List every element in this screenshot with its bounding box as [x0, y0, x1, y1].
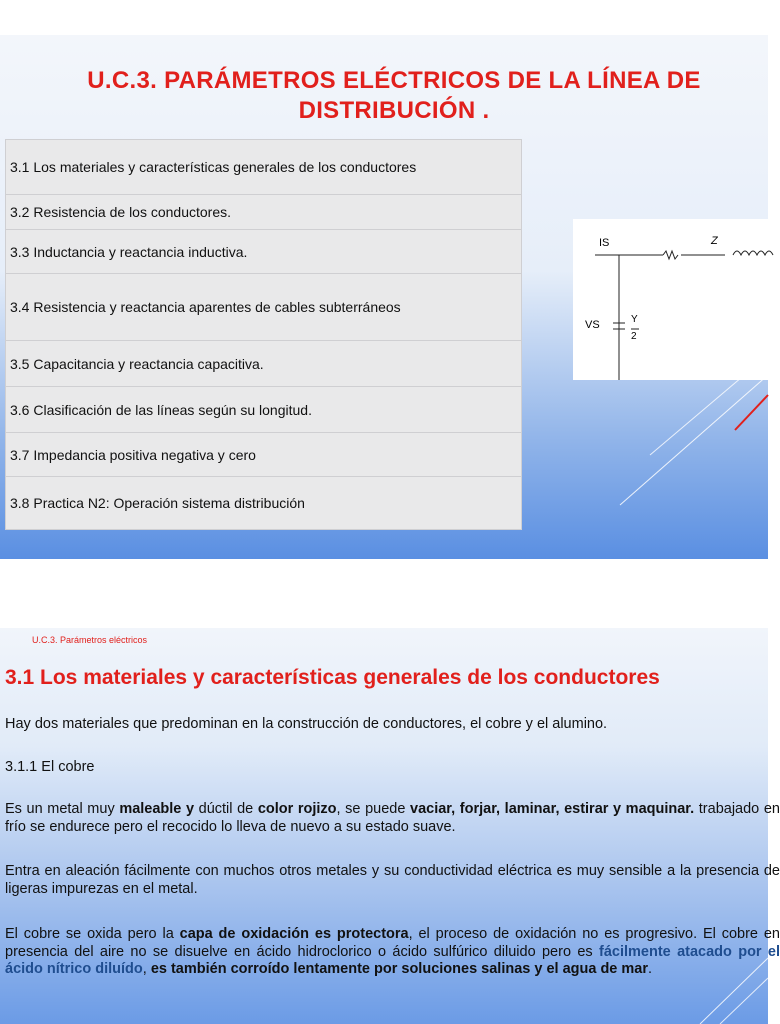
deco-line-2: [720, 978, 768, 1024]
label-z: Z: [711, 235, 718, 247]
text: trabajado en frío se endurece pero el recocido lo lleva de nuevo a su estado suave.: [5, 801, 780, 835]
toc-row: 3.1 Los materiales y características generales de los conductores: [6, 140, 521, 195]
text: ,: [142, 961, 151, 977]
paragraph-intro: Hay dos materiales que predominan en la construcción de conductores, el cobre y el alumino.: [5, 716, 608, 732]
subheading-cobre: 3.1.1 El cobre: [5, 759, 95, 775]
paragraph-cobre-2: Entra en aleación fácilmente con muchos otros metales y su conductividad eléctrica es muy sensible a la presencia de ligeras impurezas en el metal.: [5, 863, 780, 897]
toc-row: 3.3 Inductancia y reactancia inductiva.: [6, 230, 521, 274]
label-y: Y: [631, 314, 638, 325]
slide-footer: U.C.3. Parámetros eléctricos: [32, 635, 148, 645]
toc-row: 3.2 Resistencia de los conductores.: [6, 195, 521, 230]
deco-line-1: [620, 375, 768, 505]
text: .: [648, 961, 653, 977]
label-is: IS: [599, 237, 610, 249]
toc-row: 3.6 Clasificación de las líneas según su longitud.: [6, 387, 521, 433]
bold-text: es también corroído lentamente por soluciones salinas y el agua de mar: [150, 961, 648, 977]
slide-title: U.C.3. PARÁMETROS ELÉCTRICOS DE LA LÍNEA DE DISTRIBUCIÓN .: [87, 67, 701, 124]
slide-2: [0, 628, 780, 1024]
toc-row: 3.5 Capacitancia y reactancia capacitiva.: [6, 341, 521, 387]
toc-row: 3.4 Resistencia y reactancia aparentes de cables subterráneos: [6, 274, 521, 341]
paragraph-cobre-1: [5, 801, 780, 836]
bold-text: maleable y: [119, 801, 195, 817]
section-title: 3.1 Los materiales y características generales de los conductores: [5, 666, 660, 689]
text: , se puede: [336, 801, 411, 817]
text: dúctil de: [194, 801, 258, 817]
paragraph-cobre-3: [5, 926, 780, 979]
bold-text: capa de oxidación es protectora: [179, 926, 409, 942]
toc-row: 3.8 Practica N2: Operación sistema distribución: [10, 495, 305, 511]
text: , el proceso de oxidación no es progresivo. El cobre en presencia del aire no se disuelve en ácido hidroclorico o ácido sulfúrico diluido pero es: [5, 926, 780, 960]
circuit-diagram: [573, 219, 773, 380]
toc-row: 3.7 Impedancia positiva negativa y cero: [6, 433, 521, 477]
toc-table: [5, 139, 522, 530]
label-two: 2: [631, 331, 637, 342]
bold-text: vaciar, forjar, laminar, estirar y maquinar.: [410, 801, 695, 817]
label-vs: VS: [585, 319, 600, 331]
text: El cobre se oxida pero la: [5, 926, 180, 942]
highlight-text: fácilmente atacado por el ácido nítrico diluído: [5, 943, 780, 977]
slide-1: [0, 35, 768, 559]
bold-text: color rojizo: [257, 801, 337, 817]
text: Es un metal muy: [5, 801, 120, 817]
